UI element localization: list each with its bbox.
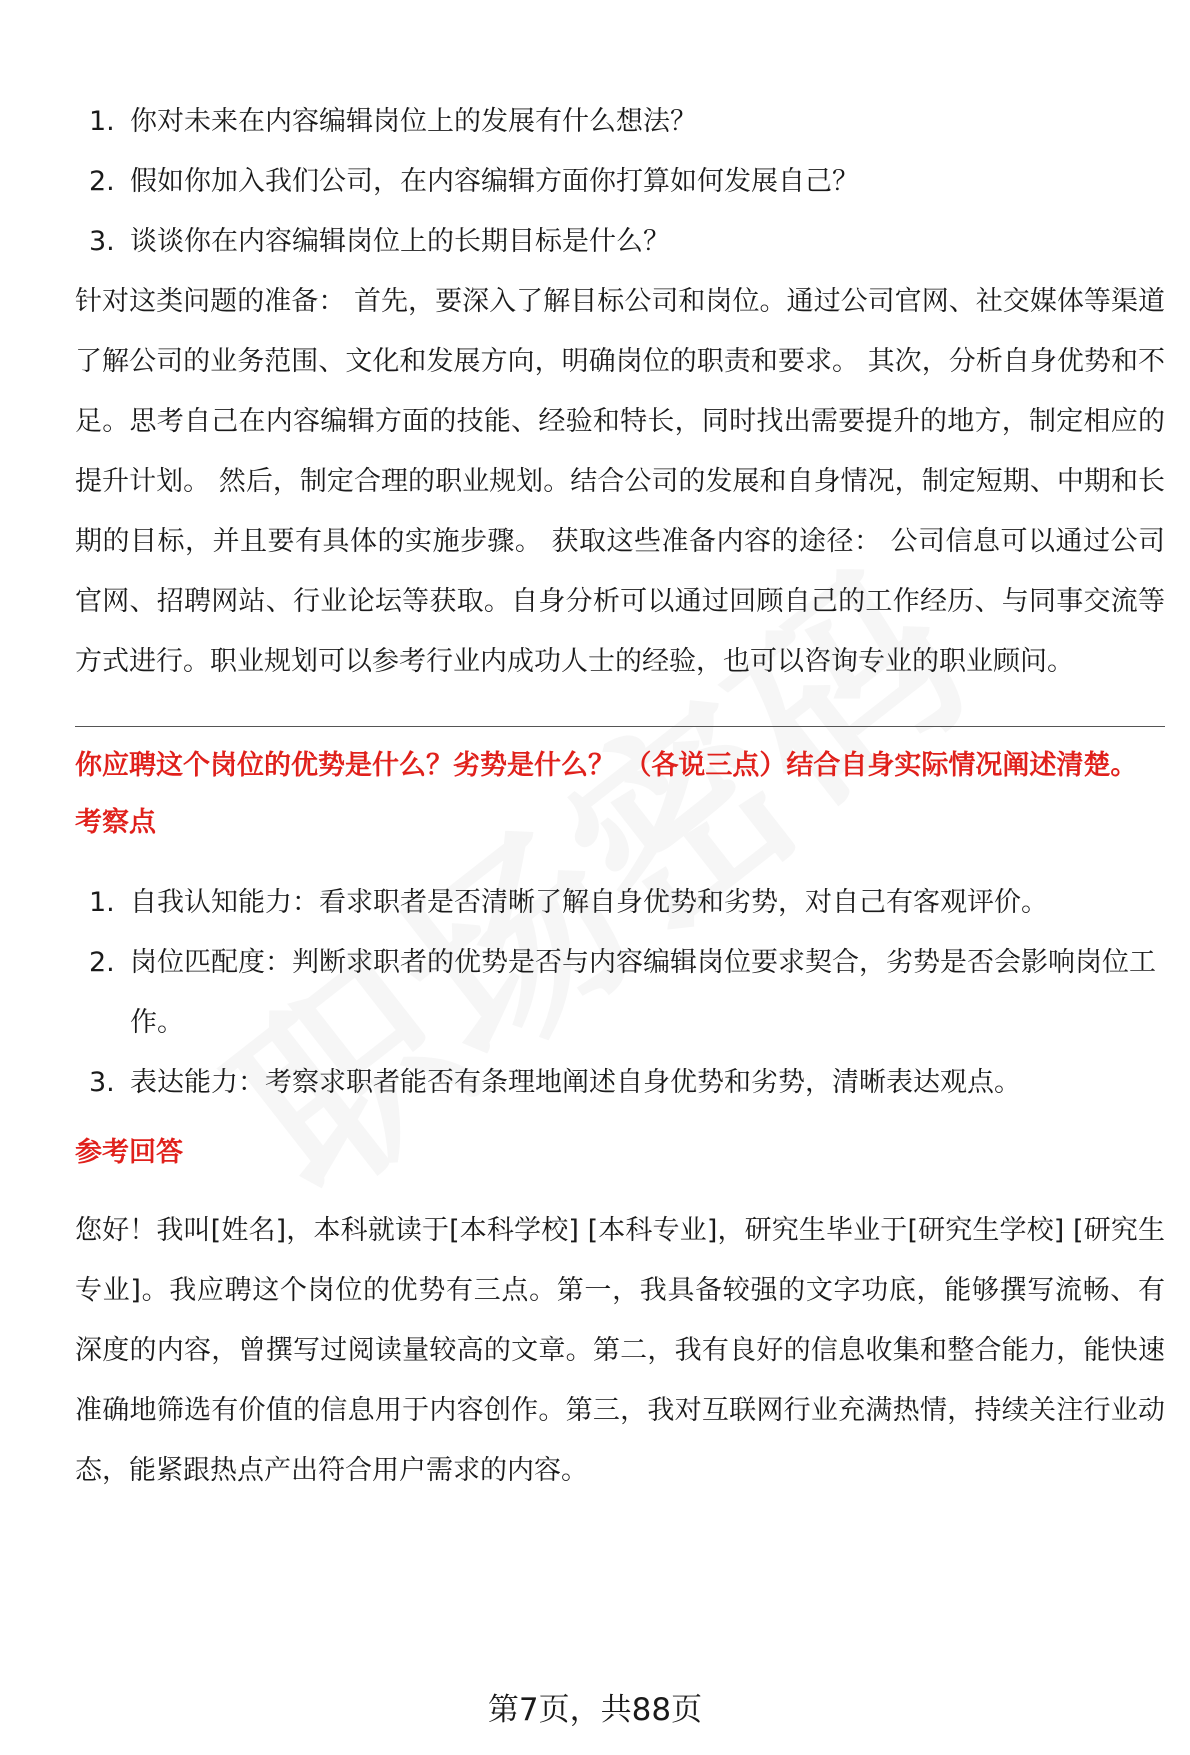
list-item	[75, 1053, 1165, 1113]
list-item	[75, 212, 1165, 272]
list-text: 岗位匹配度：判断求职者的优势是否与内容编辑岗位要求契合，劣势是否会影响岗位工作。	[130, 947, 1156, 1038]
list-number: 1.	[89, 887, 115, 918]
list-item	[75, 873, 1165, 933]
list-text: 表达能力：考察求职者能否有条理地阐述自身优势和劣势，清晰表达观点。	[130, 1067, 1021, 1098]
list-text: 你对未来在内容编辑岗位上的发展有什么想法？	[130, 106, 697, 137]
list-text: 谈谈你在内容编辑岗位上的长期目标是什么？	[130, 226, 670, 257]
intro-question-list	[75, 92, 1165, 272]
list-text: 假如你加入我们公司，在内容编辑方面你打算如何发展自己？	[130, 166, 859, 197]
question-heading: 你应聘这个岗位的优势是什么？劣势是什么？ （各说三点）结合自身实际情况阐述清楚。	[75, 750, 1138, 781]
list-number: 1.	[89, 106, 115, 137]
answer-paragraph: 您好！我叫[姓名]，本科就读于[本科学校] [本科专业]，研究生毕业于[研究生学校] [研究生专业]。我应聘这个岗位的优势有三点。第一，我具备较强的文字功底，能够撰写流畅、有深度的内容，曾撰写过阅读量较高的文章。第二，我有良好的信息收集和整合能力，能快速准确地筛选有价值的信息用于内容创作。第三，我对互联网行业充满热情，持续关注行业动态，能紧跟热点产出符合用户需求的内容。	[75, 1215, 1165, 1486]
assessment-point-list	[75, 873, 1165, 1113]
preparation-paragraph: 针对这类问题的准备： 首先，要深入了解目标公司和岗位。通过公司官网、社交媒体等渠道了解公司的业务范围、文化和发展方向，明确岗位的职责和要求。 其次，分析自身优势和不足。思考自己在内容编辑方面的技能、经验和特长，同时找出需要提升的地方，制定相应的提升计划。 然后，制定合理的职业规划。结合公司的发展和自身情况，制定短期、中期和长期的目标，并且要有具体的实施步骤。 获取这些准备内容的途径： 公司信息可以通过公司官网、招聘网站、行业论坛等获取。自身分析可以通过回顾自己的工作经历、与同事交流等方式进行。职业规划可以参考行业内成功人士的经验，也可以咨询专业的职业顾问。	[75, 286, 1165, 677]
list-text: 自我认知能力：看求职者是否清晰了解自身优势和劣势，对自己有客观评价。	[130, 887, 1048, 918]
section-divider	[75, 726, 1165, 727]
list-number: 2.	[89, 947, 115, 978]
list-number: 3.	[89, 1067, 115, 1098]
page-footer: 第7页，共88页	[487, 1692, 703, 1728]
list-number: 2.	[89, 166, 115, 197]
assessment-heading: 考察点	[75, 807, 156, 838]
page-content	[75, 92, 1165, 1501]
answer-heading: 参考回答	[75, 1137, 183, 1168]
list-item	[75, 152, 1165, 212]
list-number: 3.	[89, 226, 115, 257]
list-item	[75, 92, 1165, 152]
list-item	[75, 933, 1165, 1053]
